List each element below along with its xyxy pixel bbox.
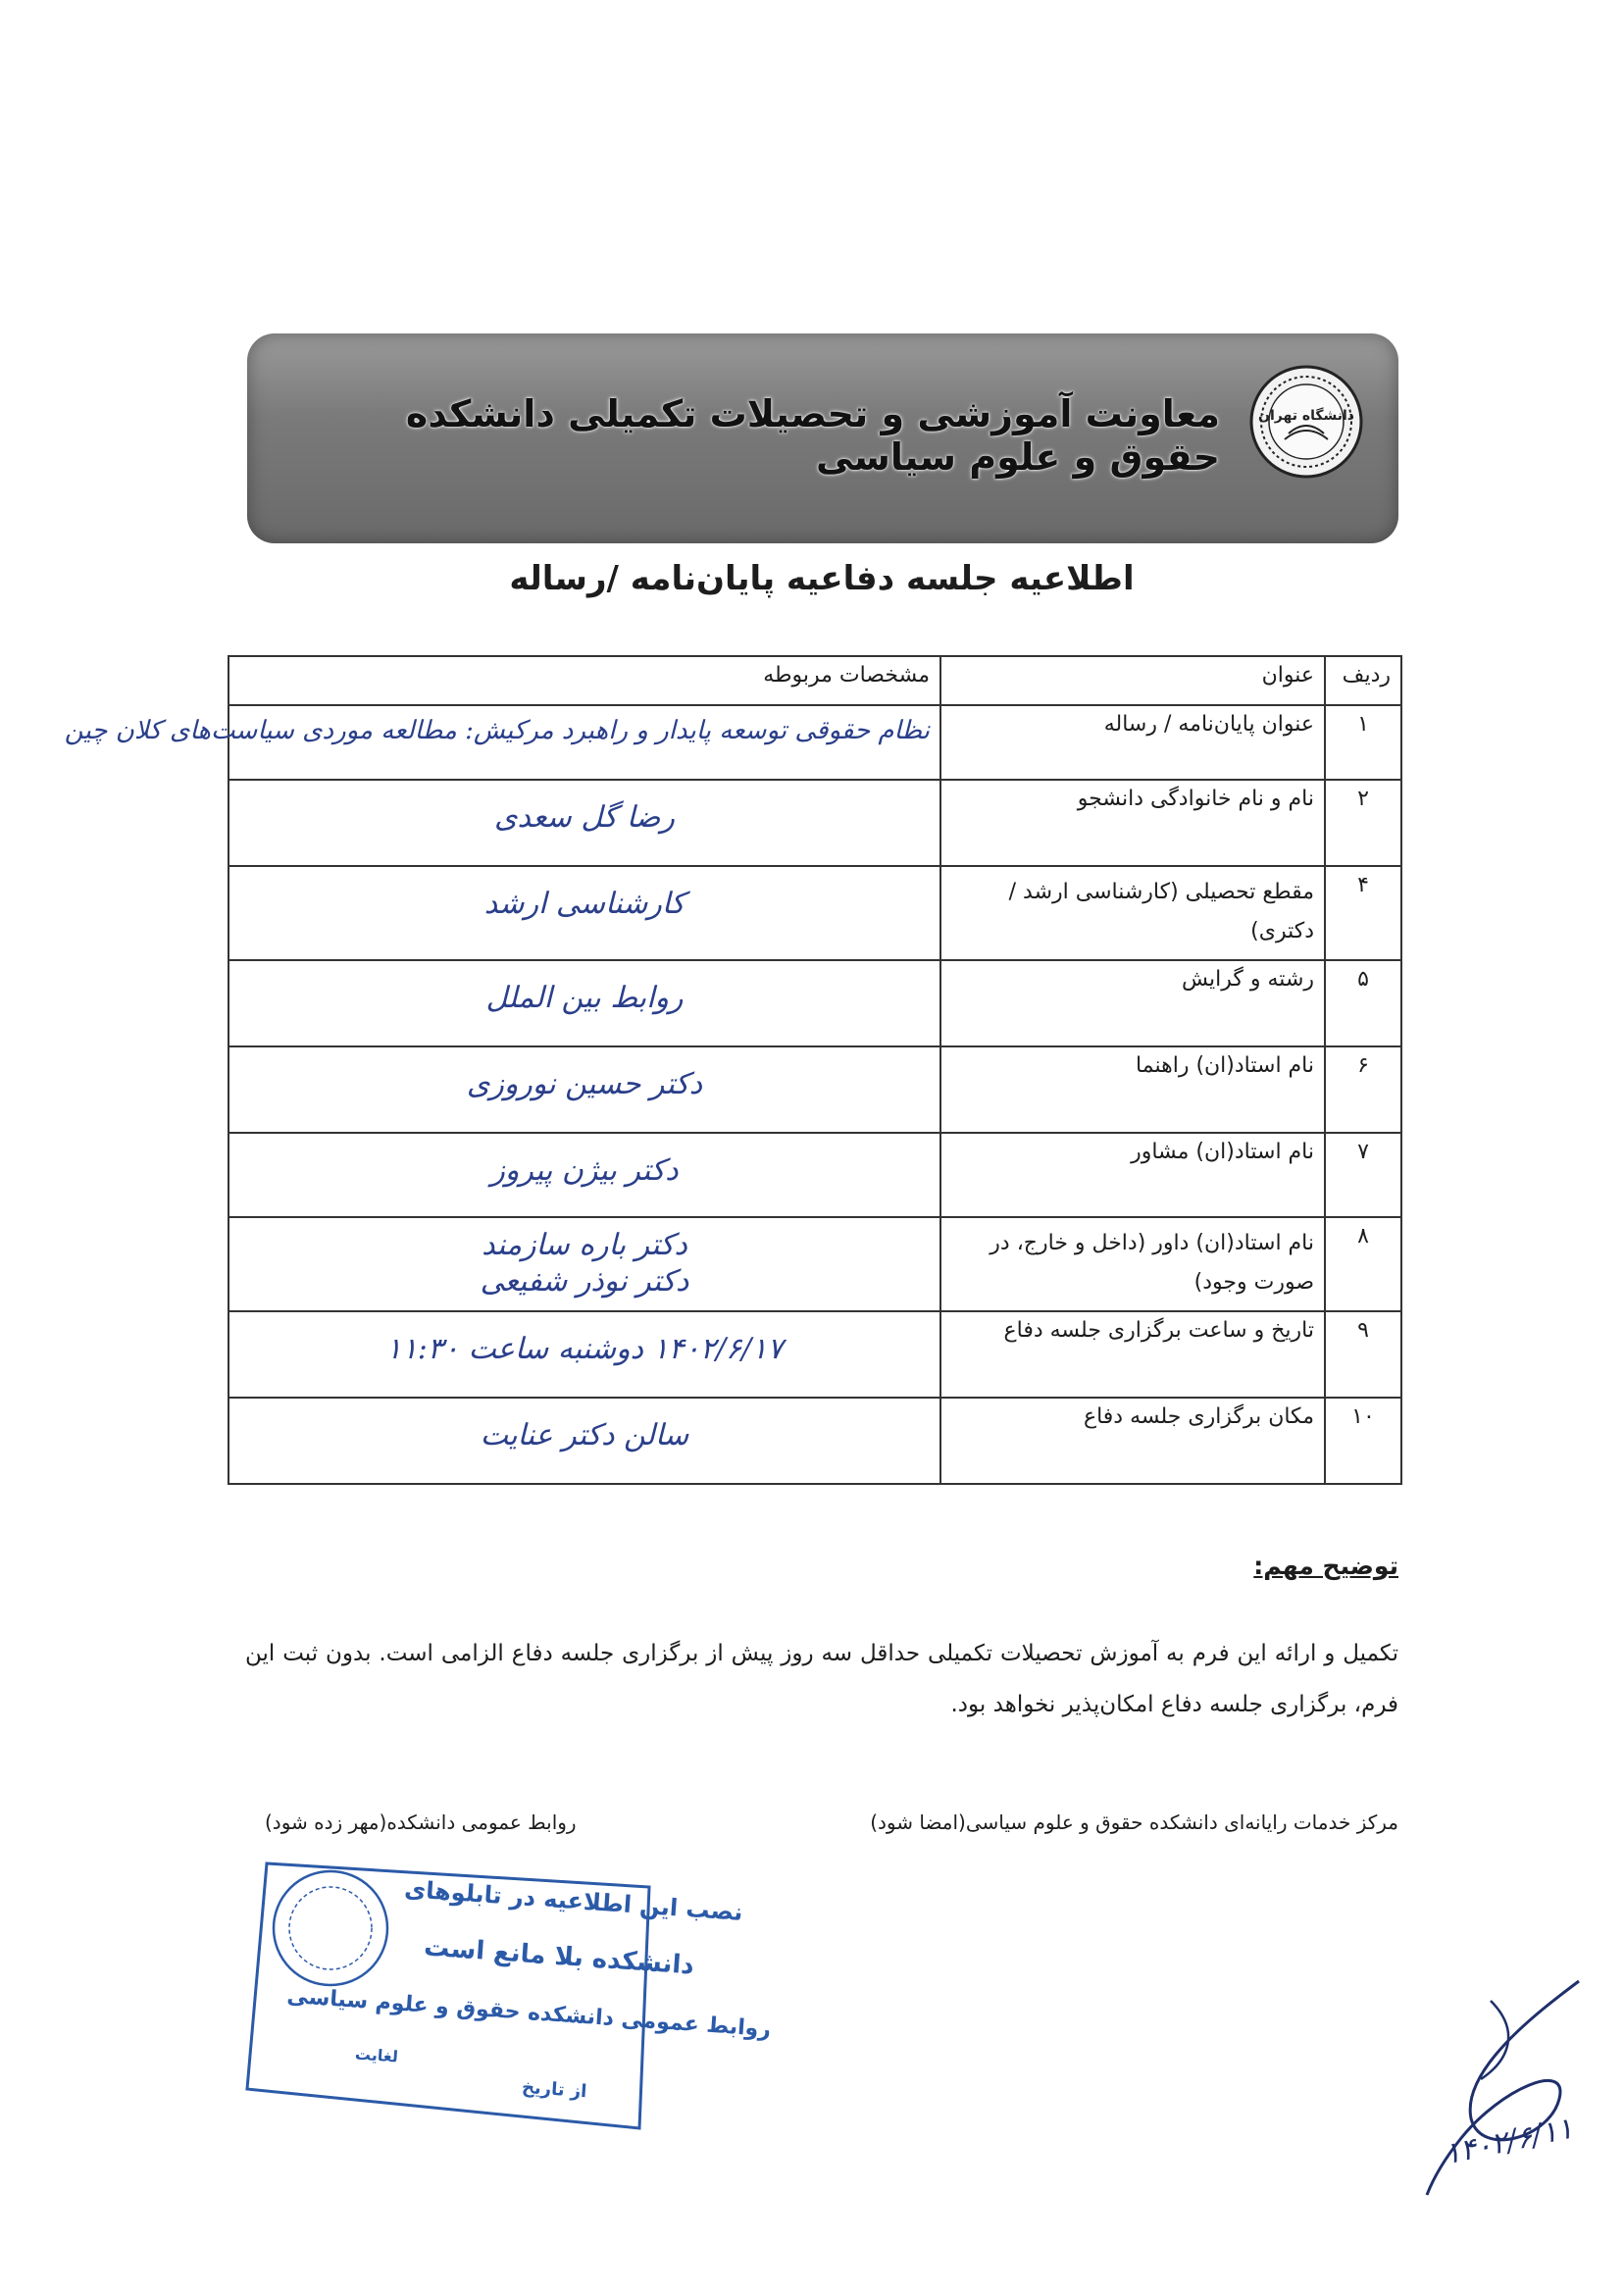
footer-stamp-label: روابط عمومی دانشکده(مهر زده شود) [265, 1810, 577, 1834]
row-label: نام استاد(ان) داور (داخل و خارج، در صورت وجود) [940, 1217, 1325, 1311]
table-header-row [228, 656, 1401, 705]
row-number: ۷ [1325, 1133, 1401, 1217]
row-value [228, 960, 940, 1046]
row-number: ۵ [1325, 960, 1401, 1046]
faculty-title: معاونت آموزشی و تحصیلات تکمیلی دانشکده حقوق و علوم سیاسی [405, 392, 1220, 479]
row-number: ۸ [1325, 1217, 1401, 1311]
row-value [228, 1133, 940, 1217]
row-label: عنوان پایان‌نامه / رساله [940, 705, 1325, 780]
row-value [228, 1398, 940, 1484]
note-body: تکمیل و ارائه این فرم به آموزش تحصیلات تکمیلی حداقل سه روز پیش از برگزاری جلسه دفاع الزامی است. بدون ثبت این فرم، برگزاری جلسه دفاع امکان‌پذیر نخواهد بود. [245, 1641, 1398, 1717]
handwritten-value: نظام حقوقی توسعه پایدار و راهبرد مرکیش: مطالعه موردی سیاست‌های کلان چین [64, 716, 930, 745]
table-row [228, 1133, 1401, 1217]
row-label: نام و نام خانوادگی دانشجو [940, 780, 1325, 866]
table-row [228, 866, 1401, 960]
handwritten-value: رضا گل سعدی [493, 800, 675, 835]
row-number: ۴ [1325, 866, 1401, 960]
row-label: رشته و گرایش [940, 960, 1325, 1046]
row-number: ۶ [1325, 1046, 1401, 1133]
row-label: نام استاد(ان) راهنما [940, 1046, 1325, 1133]
table-row [228, 960, 1401, 1046]
handwritten-signature [1402, 1971, 1599, 2197]
handwritten-value: کارشناسی ارشد [483, 887, 685, 921]
table-row [228, 1046, 1401, 1133]
row-value [228, 1217, 940, 1311]
row-number: ۱۰ [1325, 1398, 1401, 1484]
svg-text:دانشگاه تهران: دانشگاه تهران [1258, 408, 1354, 424]
row-value [64, 705, 940, 780]
header-details: مشخصات مربوطه [228, 656, 940, 705]
row-number: ۱ [1325, 705, 1401, 780]
signature-date: ۱۴۰۲/۶/۱۱ [1441, 2111, 1577, 2172]
footer-signature-label: مرکز خدمات رایانه‌ای دانشکده حقوق و علوم سیاسی(امضا شود) [870, 1810, 1398, 1834]
row-label: نام استاد(ان) مشاور [940, 1133, 1325, 1217]
stamp-line-4: لغایت [354, 2044, 399, 2066]
public-relations-stamp [228, 1844, 772, 2138]
header-title: عنوان [940, 656, 1325, 705]
defense-info-table [64, 655, 1402, 1485]
table-row [228, 1311, 1401, 1398]
table-row [228, 780, 1401, 866]
row-number: ۲ [1325, 780, 1401, 866]
handwritten-value: دکتر حسین نوروزی [466, 1067, 703, 1101]
row-label: تاریخ و ساعت برگزاری جلسه دفاع [940, 1311, 1325, 1398]
row-number: ۹ [1325, 1311, 1401, 1398]
document-title: اطلاعیه جلسه دفاعیه پایان‌نامه /رساله [509, 559, 1135, 598]
stamp-line-5: از تاریخ [521, 2076, 588, 2103]
stamp-line-1: نصب این اطلاعیه در تابلوهای [403, 1874, 744, 1927]
row-label: مکان برگزاری جلسه دفاع [940, 1398, 1325, 1484]
row-value [228, 866, 940, 960]
handwritten-value: دکتر باره سازمند [482, 1228, 687, 1262]
stamp-line-2: دانشکده بلا مانع است [423, 1932, 695, 1981]
stamp-line-3: روابط عمومی دانشکده حقوق و علوم سیاسی [285, 1983, 772, 2043]
note-title: توضیح مهم: [1253, 1552, 1398, 1580]
handwritten-value: دکتر نوذر شفیعی [480, 1264, 689, 1299]
header-banner [247, 333, 1398, 543]
handwritten-value: سالن دکتر عنایت [480, 1418, 689, 1453]
row-value [228, 780, 940, 866]
table-row [228, 1398, 1401, 1484]
row-label: مقطع تحصیلی (کارشناسی ارشد / دکتری) [940, 866, 1325, 960]
header-row-no: ردیف [1325, 656, 1401, 705]
table-row [228, 705, 1401, 780]
handwritten-value: ۱۴۰۲/۶/۱۷ دوشنبه ساعت ۱۱:۳۰ [385, 1332, 784, 1366]
handwritten-value: روابط بین الملل [485, 981, 684, 1015]
university-logo [1247, 363, 1365, 481]
handwritten-value: دکتر بیژن پیروز [490, 1153, 679, 1188]
table-row [228, 1217, 1401, 1311]
row-value [228, 1046, 940, 1133]
row-value [228, 1311, 940, 1398]
